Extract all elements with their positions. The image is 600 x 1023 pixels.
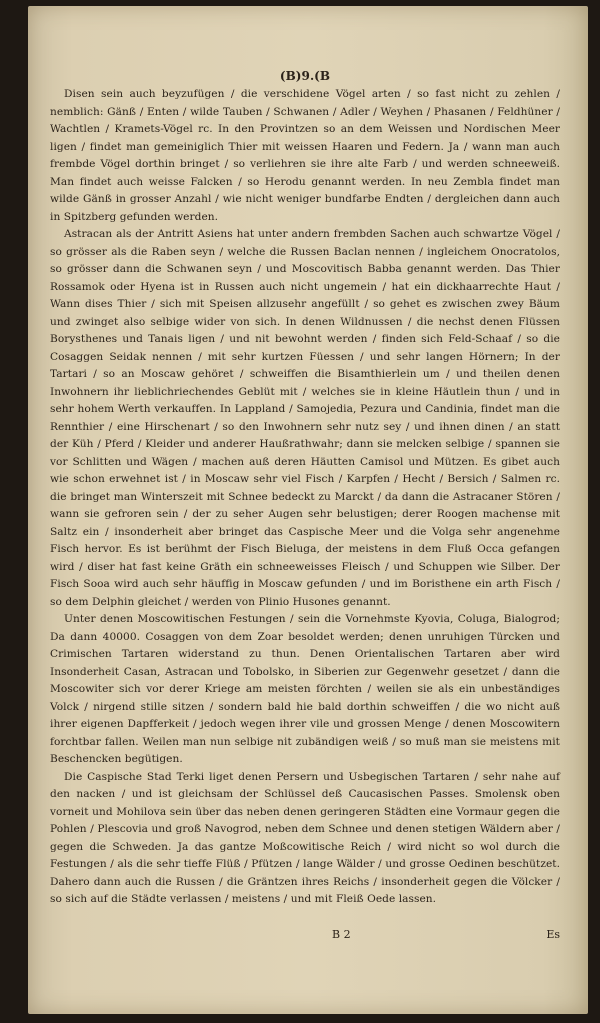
page-header: (B)9.(B [279, 69, 331, 83]
paragraph-fortresses: Unter denen Moscowitischen Festungen / sein die Vornehmste Kyovia, Coluga, Bialogrod; Da dann 40000. Cosaggen von dem Zoar besoldet werden; denen unruhigen Türcken und Crimischen Tartaren widerstand zu thun. Denen Orientalischen Tartaren aber wird Insonderheit Casan, Astracan und Tobolsko, in Siberien zur Gegenwehr gesetzet / dann die Moscowiter sich vor derer Kriege am meisten förchten / weilen sie als ein unbeständiges Volck / nirgend stille sitzen / sondern bald hie bald dorthin schweiffen / die wo nicht auß ihrer eigenen Dapfferkeit / jedoch wegen ihrer vile und grossen Menge / denen Moscowitern forchtbar fallen. Weilen man nun selbige nit zubändigen weiß / so muß man sie meistens mit Beschencken begütigen. [50, 613, 560, 765]
paragraph-terki: Die Caspische Stad Terki liget denen Persern und Usbegischen Tartaren / sehr nahe auf den nacken / und ist gleichsam der Schlüssel deß Caucasischen Passes. Smolensk oben vorneit und Mohilova sein über das neben denen geringeren Städten eine Vormaur gegen die Pohlen / Plescovia und groß Navogrod, neben dem Schnee und denen stetigen Wäldern aber / gegen die Schweden. Ja das gantze Moßcowitische Reich / wird nicht so wol durch die Festungen / als die sehr tieffe Flüß / Pfützen / lange Wälder / und grosse Oedinen beschützet. Dahero dann auch die Russen / die Gräntzen ihres Reichs / insonderheit gegen die Völcker / so sich auf die Städte verlassen / meistens / und mit Fleiß Oede lassen. [50, 770, 560, 905]
paragraph-birds: Disen sein auch beyzufügen / die verschidene Vögel arten / so fast nicht zu zehlen / nemblich: Gänß / Enten / wilde Tauben / Schwanen / Adler / Weyhen / Phasanen / Feldhüner / Wachtlen / Kramets-Vögel rc. In den Provintzen so an dem Weissen und Nordischen Meer ligen / findet man gemeiniglich Thier mit weissen Haaren und Federn. Ja / wann man auch frembde Vögel dorthin bringet / so verliehren sie ihre alte Farb / und werden schneeweiß. Man findet auch weisse Falcken / so Herodu genannt werden. In neu Zembla findet man wilde Gänß in grosser Anzahl / wie nicht weniger bundfarbe Endten / dergleichen dann auch in Spitzberg gefunden werden. [50, 88, 560, 223]
paragraph-animals-astracan: Astracan als der Antritt Asiens hat unter andern frembden Sachen auch schwartze Vögel / so grösser als die Raben seyn / welche die Russen Baclan nennen / ingleichem Onocratolos, so grösser dann die Schwanen seyn / und Moscovitisch Babba genannt werden. Das Thier Rossamok oder Hyena ist in Russen auch nicht ungemein / hat ein dickhaarrechte Haut / Wann dises Thier / sich mit Speisen allzusehr angefüllt / so gehet es zwischen zwey Bäum und zwinget also selbige wider von sich. In denen Wildnussen / die nechst denen Flüssen Borysthenes und Tanais ligen / und nit bewohnt werden / finden sich Feld-Schaaf / so die Cosaggen Seidak nennen / mit sehr kurtzen Füessen / und sehr langen Hörnern; In der Tartari / so an Moscaw gehöret / schweiffen die Bisamthierlein um / und theilen denen Inwohnern ihr lieblichriechendes Geblüt mit / welches sie in kleine Häutlein thun / und in sehr hohem Werth verkauffen. In Lappland / Samojedia, Pezura und Candinia, findet man die Rennthier / eine Hirschenart / so den Inwohnern sehr nutz sey / und ihnen dinen / an statt der Küh / Pferd / Kleider und anderer Haußrathwahr; dann sie melcken selbige / spannen sie vor Schlitten und Wägen / machen auß deren Häutten Camisol und Mützen. Es gibet auch wie schon erwehnet ist / in Moscaw sehr viel Fisch / Karpfen / Hecht / Bersich / Salmen rc. die bringet man Winterszeit mit Schnee bedeckt zu Marckt / da dann die Astracaner Stören / wann sie gefroren sein / der zu seher Augen sehr belustigen; derer Roogen machense mit Saltz ein / insonderheit aber bringet das Caspische Meer und die Volga sehr angenehme Fisch hervor. Es ist berühmt der Fisch Bieluga, der meistens in dem Fluß Occa gefangen wird / diser hat fast keine Gräth ein schneeweisses Fleisch / und Schuppen wie Silber. Der Fisch Sooa wird auch sehr häuffig in Moscaw gefunden / und im Boristhene ein arth Fisch / so dem Delphin gleichet / werden von Plinio Husones genannt. [50, 228, 560, 608]
page-text-block [50, 68, 560, 909]
signature-mark: B 2 [332, 928, 351, 941]
catchword: Es [546, 928, 560, 941]
